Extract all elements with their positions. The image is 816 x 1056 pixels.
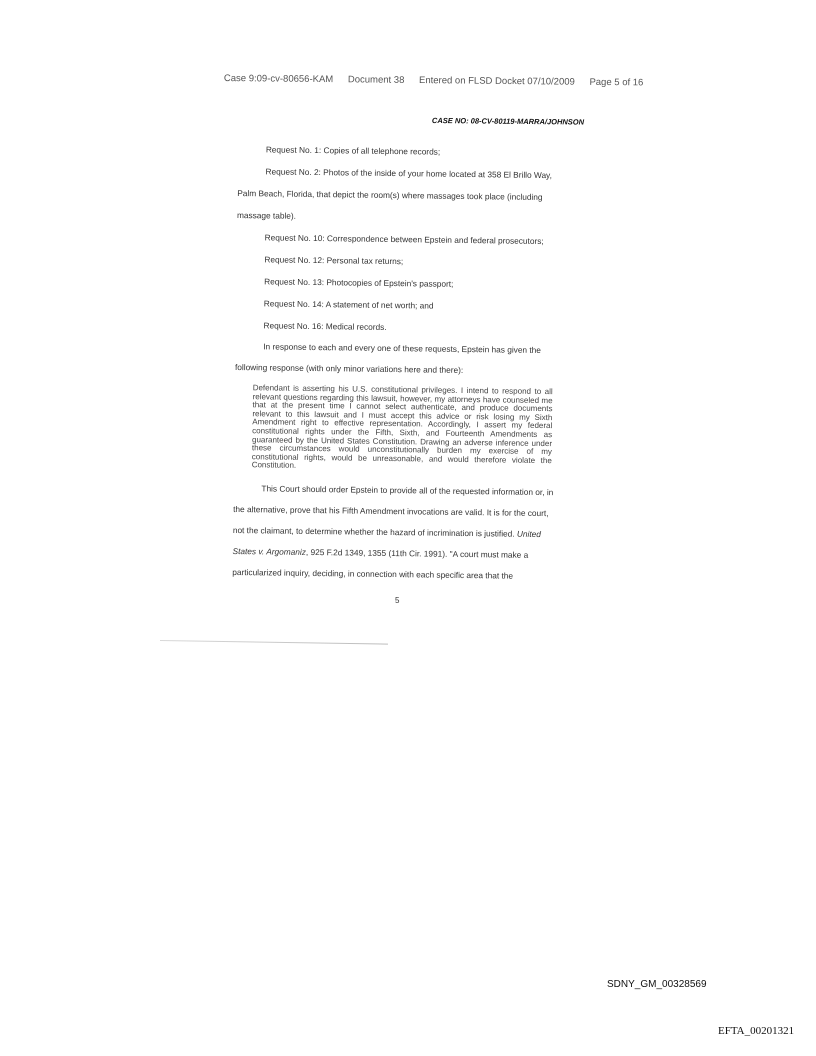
docket-header bbox=[223, 73, 644, 89]
case-citation: United bbox=[516, 528, 541, 539]
response-intro-line: In response to each and every one of these requests, Epstein has given the bbox=[263, 341, 541, 355]
page-number: 5 bbox=[395, 596, 400, 605]
request-item-continued: Palm Beach, Florida, that depict the room(s) where massages took place (including bbox=[237, 187, 543, 202]
request-item: Request No. 14: A statement of net worth; and bbox=[263, 298, 434, 311]
header-page: Page 5 of 16 bbox=[589, 76, 644, 89]
request-item: Request No. 13: Photocopies of Epstein's passport; bbox=[264, 276, 454, 289]
block-quote: Defendant is asserting his U.S. constitutional privileges. I intend to respond to all relevant questions regarding this lawsuit, however, my attorneys have counseled me that at the present time I cannot select authenticate, and produce documents relevant to this lawsuit and I must accept this advice or risk losing my Sixth Amendment right to effective representation. Accordingly, I assert my federal constitutional rights under the Fifth, Sixth, and Fourteenth Amendments as guaranteed by the United States Constitution. Drawing an adverse inference under these circumstances would unconstitutionally burden my exercise of my constitutional rights, would be unreasonable, and would therefore violate the Constitution. bbox=[251, 383, 553, 471]
header-case: Case 9:09-cv-80656-KAM bbox=[223, 73, 334, 86]
argument-line: the alternative, prove that his Fifth Amendment invocations are valid. It is for the court, bbox=[233, 503, 549, 519]
case-number: CASE NO: 08-CV-80119-MARRA/JOHNSON bbox=[431, 116, 585, 127]
argument-text: not the claimant, to determine whether the hazard of incrimination is justified. bbox=[232, 524, 515, 539]
scan-artifact-line bbox=[160, 640, 388, 645]
argument-line: particularized inquiry, deciding, in connection with each specific area that the bbox=[232, 566, 514, 581]
bates-number: SDNY_GM_00328569 bbox=[607, 979, 707, 990]
request-item: Request No. 10: Correspondence between Epstein and federal prosecutors; bbox=[264, 232, 544, 247]
request-item-continued: massage table). bbox=[236, 209, 297, 221]
efta-number: EFTA_00201321 bbox=[718, 1025, 795, 1037]
header-document: Document 38 bbox=[347, 74, 405, 86]
case-citation: States v. Argomaniz bbox=[232, 545, 306, 557]
response-intro bbox=[235, 336, 588, 383]
request-item: Request No. 16: Medical records. bbox=[263, 320, 387, 332]
document-body bbox=[232, 138, 590, 588]
request-item: Request No. 12: Personal tax returns; bbox=[264, 254, 404, 267]
request-item: Request No. 2: Photos of the inside of your home located at 358 El Brillo Way, bbox=[265, 166, 553, 181]
argument-paragraph bbox=[232, 478, 585, 588]
argument-line: This Court should order Epstein to provide all of the requested information or, in bbox=[261, 483, 554, 498]
response-intro-line: following response (with only minor variations here and there): bbox=[234, 361, 464, 375]
request-item: Request No. 1: Copies of all telephone records; bbox=[265, 144, 441, 157]
header-entered: Entered on FLSD Docket 07/10/2009 bbox=[418, 75, 575, 88]
argument-text: , 925 F.2d 1349, 1355 (11th Cir. 1991). "A court must make a bbox=[305, 546, 529, 560]
